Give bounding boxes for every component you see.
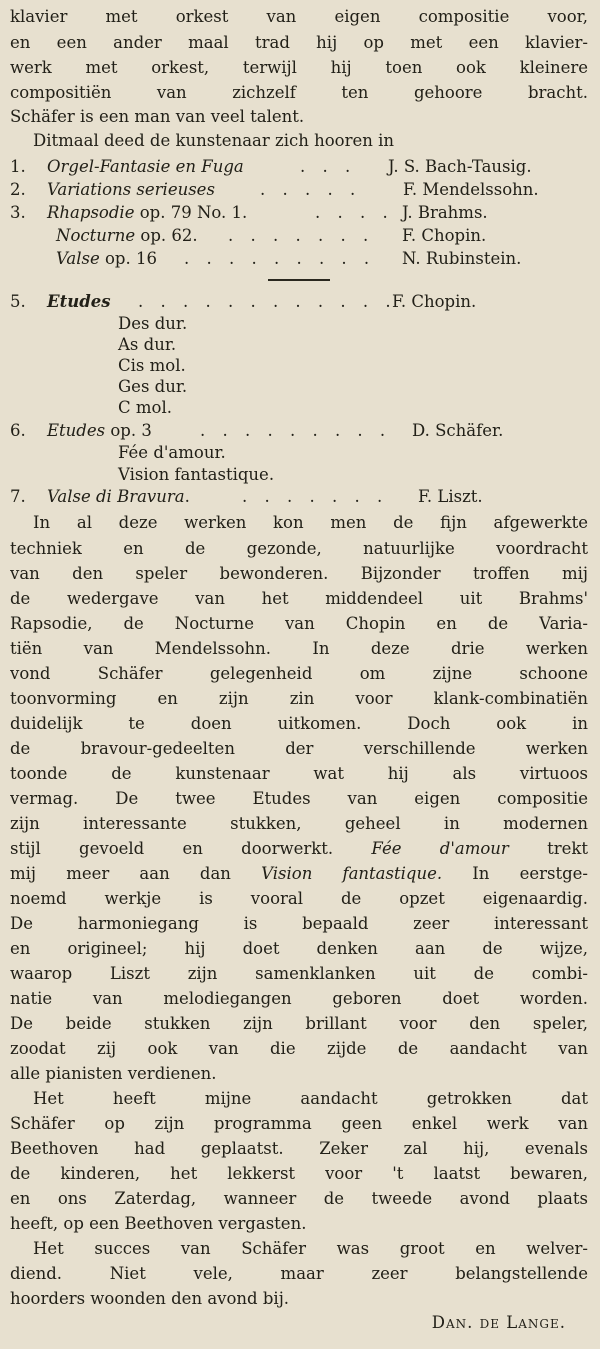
composer: D. Schäfer. [412,421,504,440]
text-line: de bravour-gedeelten der verschillende werken [10,739,588,758]
text-line: natie van melodiegangen geboren doet worden. [10,989,588,1008]
etude-key: Des dur. [118,314,188,333]
work-title: Rhapsodie op. 79 No. 1. [47,203,248,222]
text-line: noemd werkje is vooral de opzet eigenaardig. [10,889,588,908]
item-number: 5. [10,292,26,311]
text-line: vermag. De twee Etudes van eigen compositie [10,789,588,808]
text-line: van den speler bewonderen. Bijzonder troffen mij [10,564,588,583]
text-line: de kinderen, het lekkerst voor 't laatst bewaren, [10,1164,588,1183]
etude-title: Vision fantastique. [118,465,275,484]
leader-dots: . . . . . [260,180,362,199]
text-line: zoodat zij ook van die zijde de aandacht van [10,1039,588,1058]
text-line: techniek en de gezonde, natuurlijke voordracht [10,539,588,558]
text-line: Schäfer op zijn programma geen enkel werk van [10,1114,588,1133]
item-number: 6. [10,421,26,440]
text-line: waarop Liszt zijn samenklanken uit de combi- [10,964,588,983]
author-signature: Dan. de Lange. [431,1313,566,1332]
item-number: 2. [10,180,26,199]
etude-title: Fée d'amour. [118,443,226,462]
text-line: Rapsodie, de Nocturne van Chopin en de Varia- [10,614,588,633]
program-item [10,225,588,247]
text-line: toonvorming en zijn zin voor klank-combinatiën [10,689,588,708]
text-line: De harmoniegang is bepaald zeer interessant [10,914,588,933]
program-item [10,486,588,508]
text-line: diend. Niet vele, maar zeer belangstellende [10,1264,588,1283]
work-title: Valse op. 16 [56,249,157,268]
item-number: 7. [10,487,26,506]
composer: F. Chopin. [392,292,477,311]
text-line: alle pianisten verdienen. [10,1064,217,1083]
work-title: Etudes [47,292,111,311]
program-item [10,291,588,313]
text-line: en ons Zaterdag, wanneer de tweede avond plaats [10,1189,588,1208]
divider-rule [268,279,330,281]
etude-key: As dur. [118,335,177,354]
text-line: de wedergave van het middendeel uit Brahms' [10,589,588,608]
work-title: Valse di Bravura. [47,487,190,506]
leader-dots: . . . . [315,203,394,222]
leader-dots: . . . [300,157,357,176]
text-line: Het heeft mijne aandacht getrokken dat [33,1089,588,1108]
composer: F. Chopin. [402,226,487,245]
text-line: tiën van Mendelssohn. In deze drie werken [10,639,588,658]
text-line: klavier met orkest van eigen compositie voor, [10,7,588,26]
etude-key: Ges dur. [118,377,188,396]
item-number: 3. [10,203,26,222]
text-line: Beethoven had geplaatst. Zeker zal hij, evenals [10,1139,588,1158]
composer: N. Rubinstein. [402,249,522,268]
program-item [10,202,588,224]
text-line: duidelijk te doen uitkomen. Doch ook in [10,714,588,733]
etude-key: C mol. [118,398,172,417]
leader-dots: . . . . . . . . . [200,421,392,440]
text-line: compositiën van zichzelf ten gehoore bracht. [10,83,588,102]
leader-dots: . . . . . . . [228,226,375,245]
work-title: Nocturne op. 62. [56,226,198,245]
text-line: De beide stukken zijn brillant voor den speler, [10,1014,588,1033]
text-line: stijl gevoeld en doorwerkt. Fée d'amour trekt [10,839,588,858]
text-line: toonde de kunstenaar wat hij als virtuoos [10,764,588,783]
text-line: mij meer aan dan Vision fantastique. In eerstge- [10,864,588,883]
program-intro: Ditmaal deed de kunstenaar zich hooren in [33,131,395,150]
text-line: Schäfer is een man van veel talent. [10,107,305,126]
text-line: hoorders woonden den avond bij. [10,1289,290,1308]
work-title: Variations serieuses [47,180,215,199]
leader-dots: . . . . . . . . . [184,249,376,268]
text-line: en origineel; hij doet denken aan de wijze, [10,939,588,958]
program-item [10,248,588,270]
text-line: heeft, op een Beethoven vergasten. [10,1214,307,1233]
item-number: 1. [10,157,26,176]
program-item [10,420,588,442]
composer: F. Mendelssohn. [403,180,539,199]
text-line: werk met orkest, terwijl hij toen ook kleinere [10,58,588,77]
work-title: Etudes op. 3 [47,421,152,440]
text-line: Het succes van Schäfer was groot en welver- [33,1239,588,1258]
leader-dots: . . . . . . . [242,487,389,506]
program-item [10,179,588,201]
composer: J. S. Bach-Tausig. [388,157,532,176]
composer: J. Brahms. [402,203,488,222]
etude-key: Cis mol. [118,356,186,375]
text-line: vond Schäfer gelegenheid om zijne schoone [10,664,588,683]
composer: F. Liszt. [418,487,483,506]
text-line: zijn interessante stukken, geheel in modernen [10,814,588,833]
leader-dots: . . . . . . . . . . . . [138,292,397,311]
text-line: en een ander maal trad hij op met een klavier- [10,33,588,52]
work-title: Orgel-Fantasie en Fuga [47,157,244,176]
text-line: In al deze werken kon men de fijn afgewerkte [33,513,588,532]
program-item [10,156,588,178]
